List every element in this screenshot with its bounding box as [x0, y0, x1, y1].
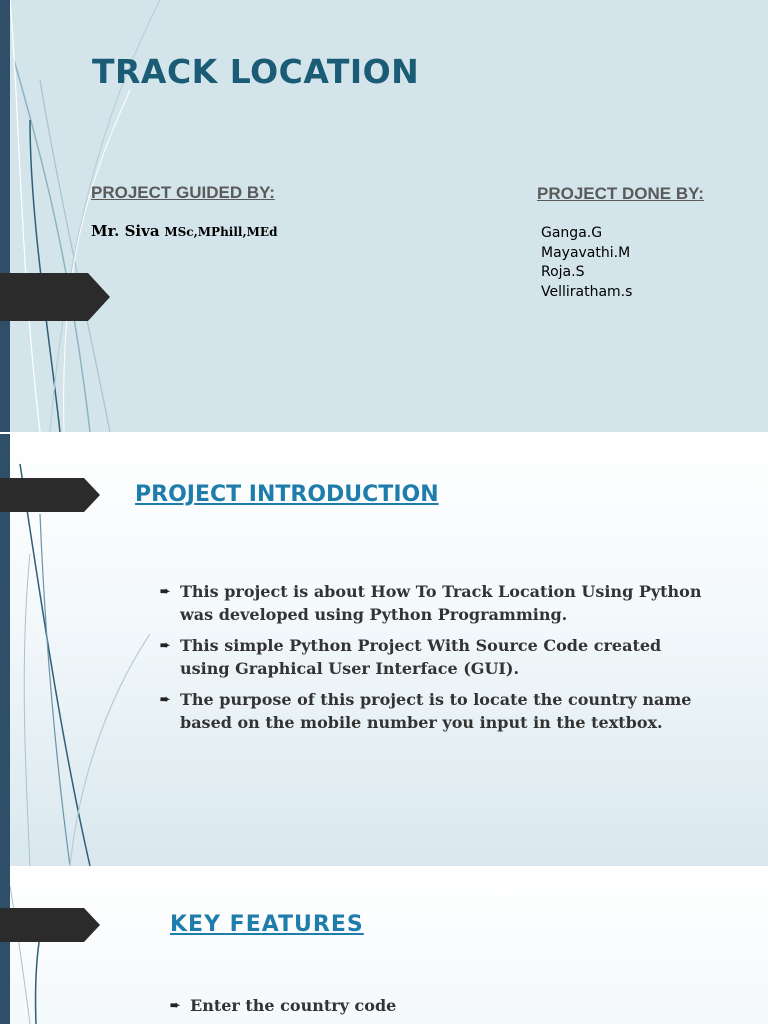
slide-title: [0, 0, 768, 432]
bullet-text: This project is about How To Track Location Using Python was developed using Python Programming.: [180, 582, 702, 624]
arrow-bullet-icon: ➨: [160, 692, 171, 706]
arrow-bullet-icon: ➨: [170, 998, 181, 1012]
bullet-item: [160, 634, 710, 680]
member-item: Velliratham.s: [541, 283, 633, 300]
member-item: Mayavathi.M: [541, 244, 631, 261]
guide-name-text: Mr. Siva: [91, 222, 160, 240]
guided-by-label: PROJECT GUIDED BY:: [91, 183, 275, 202]
guide-degrees: MSc,MPhill,MEd: [164, 225, 278, 239]
page-title: TRACK LOCATION: [92, 52, 420, 91]
tab-marker-icon: [0, 908, 102, 956]
slide-key-features: [0, 866, 768, 1024]
section-title-key-features: KEY FEATURES: [170, 912, 364, 937]
bullet-item: [160, 580, 710, 626]
section-title-introduction: PROJECT INTRODUCTION: [135, 482, 439, 507]
arrow-bullet-icon: ➨: [160, 584, 171, 598]
bullet-text: Enter the country code: [190, 996, 397, 1015]
features-bullet-list: [170, 994, 730, 1024]
left-accent-bar: [0, 0, 10, 432]
bullet-text: The purpose of this project is to locate the country name based on the mobile number you input in the textbox.: [180, 690, 692, 732]
member-item: Ganga.G: [541, 225, 603, 241]
slide-introduction: [0, 434, 768, 866]
member-list: [541, 224, 632, 302]
bullet-item: [160, 688, 710, 734]
intro-bullet-list: [160, 580, 710, 742]
done-by-label: PROJECT DONE BY:: [537, 184, 704, 203]
tab-marker-icon: [0, 478, 102, 526]
tab-marker-icon: [0, 273, 112, 321]
bullet-item: [170, 994, 730, 1017]
member-item: Roja.S: [541, 264, 585, 280]
guide-name: [91, 222, 277, 240]
bullet-text: This simple Python Project With Source Code created using Graphical User Interface (GUI).: [180, 636, 662, 678]
arrow-bullet-icon: ➨: [160, 638, 171, 652]
